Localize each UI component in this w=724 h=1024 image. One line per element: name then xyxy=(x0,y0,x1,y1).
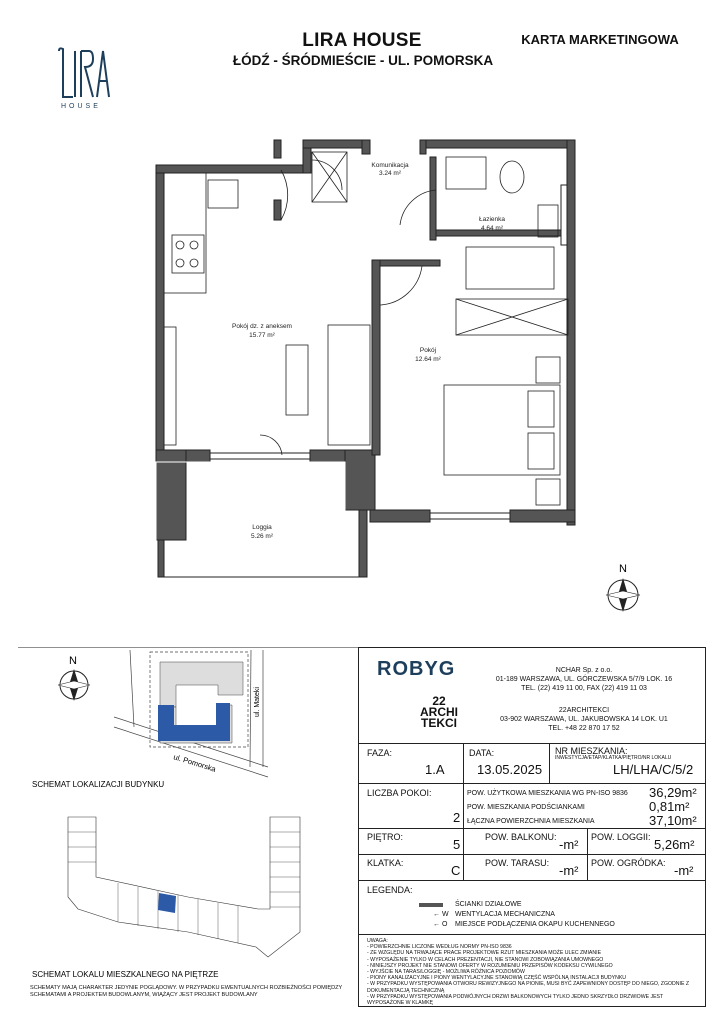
room-name-lazienka: Łazienka xyxy=(478,216,506,223)
taras-value: -m² xyxy=(559,863,579,878)
room-name-pokoj-aneks: Pokój dz. z aneksem xyxy=(232,323,292,330)
room-area-loggia: 5.26 m² xyxy=(250,533,274,540)
klatka-label: KLATKA: xyxy=(367,858,404,868)
note-line: - W PRZYPADKU WYSTĘPOWANIA OTWORU REWIZYJNEGO NA PIONIE, MUSI BYĆ ZAPEWNIONY DOSTĘP DO NIEGO, ZGODNIE Z DOKUMENTACJĄ TECHNICZNĄ xyxy=(367,981,690,994)
area-floor-value: 0,81m² xyxy=(649,799,690,814)
room-area-lazienka: 4.64 m² xyxy=(480,225,504,232)
pietro-value: 5 xyxy=(453,837,461,852)
location-section xyxy=(18,647,358,1007)
area-usable-value: 36,29m² xyxy=(649,785,697,800)
map-compass-label: N xyxy=(69,655,77,667)
rooms-label: LICZBA POKOI: xyxy=(367,788,432,798)
legend-symbol-w-text: W xyxy=(441,911,449,918)
legend-item-hood: MIEJSCE PODŁĄCZENIA OKAPU KUCHENNEGO xyxy=(455,921,615,928)
legend-symbol-o-text: O xyxy=(441,921,448,928)
data-label: DATA: xyxy=(469,748,495,758)
pietro-label: PIĘTRO: xyxy=(367,832,404,842)
row-areas xyxy=(359,783,705,828)
disclaimer: SCHEMATY MAJĄ CHARAKTER JEDYNIE POGLĄDOWY. W PRZYPADKU EWENTUALNYCH ROZBIEŻNOŚCI POMIĘDZY SCHEMATAMI A PROJEKTEM BUDOWLANYM, WIĄŻĄCY JEST PROJEKT BUDOWLANY xyxy=(30,985,343,998)
note-line: - WYPOSAŻENIE TYLKO W CELACH PREZENTACJI, NIE STANOWI ZOBOWIĄZANIA UMOWNEGO xyxy=(367,956,604,963)
area-usable-label: POW. UŻYTKOWA MIESZKANIA WG PN-ISO 9836 xyxy=(467,790,628,797)
logo-subtext: HOUSE xyxy=(61,103,101,110)
street-label-mateki: ul. Mateki xyxy=(254,687,261,717)
note-line: UWAGA: xyxy=(367,938,388,944)
nr-label: NR MIESZKANIA: xyxy=(555,746,628,756)
info-table xyxy=(358,647,706,1007)
area-floor-label: POW. MIESZKANIA PODŚCIANKAMI xyxy=(467,804,585,811)
row-faza xyxy=(359,743,705,783)
faza-label: FAZA: xyxy=(367,748,393,758)
data-value: 13.05.2025 xyxy=(477,762,543,777)
balkon-value: -m² xyxy=(559,837,579,852)
loggia-label: POW. LOGGII: xyxy=(591,832,651,842)
legend-item-walls: ŚCIANKI DZIAŁOWE xyxy=(455,901,522,908)
area-total-label: ŁĄCZNA POWIERZCHNIA MIESZKANIA xyxy=(467,818,595,825)
card-type: KARTA MARKETINGOWA xyxy=(521,32,679,47)
note-line: - ZE WZGLĘDU NA TRWAJĄCE PRACE PROJEKTOWE RZUT MIESZKANIA MOŻE ULEC ZMIANIE xyxy=(367,950,602,957)
caption-floor: SCHEMAT LOKALU MIESZKALNEGO NA PIĘTRZE xyxy=(32,970,219,979)
legend xyxy=(359,880,705,934)
bedroom xyxy=(444,357,560,505)
architect-phone: TEL. +48 22 870 17 52 xyxy=(548,725,620,732)
architect-address: 03-902 WARSZAWA, UL. JAKUBOWSKA 14 LOK. U1 xyxy=(500,716,668,723)
street-label-pomorska: ul. Pomorska xyxy=(172,752,217,774)
taras-label: POW. TARASU: xyxy=(485,858,550,868)
loggia-outline xyxy=(156,462,367,577)
balkon-label: POW. BALKONU: xyxy=(485,832,557,842)
note-line: - PIONY KANALIZACYJNE I PIONY WENTYLACYJNE STANOWIĄ CZĘŚĆ WSPÓLNĄ INSTALACJI BUDYNKU xyxy=(367,975,627,982)
legend-title: LEGENDA: xyxy=(367,885,413,895)
floor-plan xyxy=(150,135,580,595)
project-location: ŁÓDŹ - ŚRÓDMIEŚCIE - UL. POMORSKA xyxy=(232,53,494,68)
ogrodek-label: POW. OGRÓDKA: xyxy=(591,858,666,868)
loggia-value: 5,26m² xyxy=(654,837,695,852)
architect-logo xyxy=(409,696,469,729)
legend-symbol-o: ← O xyxy=(433,921,448,928)
architect-logo-line3: TEKCI xyxy=(421,716,457,730)
project-title: LIRA HOUSE xyxy=(302,30,422,51)
area-total-value: 37,10m² xyxy=(649,813,697,828)
room-name-pokoj: Pokój xyxy=(419,347,437,354)
architect-name: 22ARCHITEKCI xyxy=(558,707,610,714)
faza-value: 1.A xyxy=(425,762,445,777)
note-line: - POWIERZCHNIE LICZONE WEDŁUG NORMY PN-ISO 9836 xyxy=(367,944,512,951)
kitchen xyxy=(164,173,370,445)
room-name-komunikacja: Komunikacja xyxy=(371,162,409,169)
row-pietro xyxy=(359,828,705,854)
notes xyxy=(359,934,705,1007)
room-area-pokoj-aneks: 15.77 m² xyxy=(249,332,275,339)
company-name: NCHAR Sp. z o.o. xyxy=(555,667,613,674)
company-phone: TEL. (22) 419 11 00, FAX (22) 419 11 03 xyxy=(521,685,647,692)
rooms-value: 2 xyxy=(453,810,461,825)
caption-building: SCHEMAT LOKALIZACJI BUDYNKU xyxy=(32,780,165,789)
company-address: 01-189 WARSZAWA, UL. GÓRCZEWSKA 5/7/9 LOK. 16 xyxy=(495,676,673,683)
room-name-loggia: Loggia xyxy=(252,524,272,531)
brand-logo: ROBYG xyxy=(377,658,456,680)
walls xyxy=(156,140,575,540)
note-line: - WYJŚCIE NA TARAS/LOGGIĘ - MOŻLIWA RÓŻNICA POZIOMÓW xyxy=(367,969,525,976)
compass-icon xyxy=(600,560,646,616)
legend-symbol-w: ← W xyxy=(433,911,449,918)
lira-logo xyxy=(55,45,115,125)
row-klatka xyxy=(359,854,705,880)
architect-logo-line1: 22 xyxy=(432,694,446,708)
notes-list xyxy=(367,938,697,1006)
legend-item-ventilation: WENTYLACJA MECHANICZNA xyxy=(455,911,555,918)
bathroom xyxy=(312,152,568,335)
location-maps xyxy=(18,647,358,1007)
note-line: - W PRZYPADKU WYSTĘPOWANIA PODWÓJNYCH DRZWI BALKONOWYCH TYLKO JEDNO SKRZYDŁO DRZWIOWE JEST WYPOSAŻONE W KLAMKĘ xyxy=(367,993,664,1007)
nr-value: LH/LHA/C/5/2 xyxy=(613,762,694,777)
architect-logo-line2: ARCHI xyxy=(420,705,458,719)
ogrodek-value: -m² xyxy=(674,863,694,878)
room-area-komunikacja: 3.24 m² xyxy=(378,170,402,177)
lira-logo-icon xyxy=(55,45,115,125)
wall-symbol-icon xyxy=(419,903,443,907)
note-line: - NINIEJSZY PROJEKT NIE STANOWI OFERTY W ROZUMIENIU PRZEPISÓW KODEKSU CYWILNEGO xyxy=(367,962,613,969)
room-area-pokoj: 12.64 m² xyxy=(415,356,441,363)
compass-north-label: N xyxy=(619,563,627,575)
nr-sublabel: INWESTYCJA/ETAP/KLATKA/PIĘTRO/NR LOKALU xyxy=(555,755,672,761)
klatka-value: C xyxy=(451,863,461,878)
